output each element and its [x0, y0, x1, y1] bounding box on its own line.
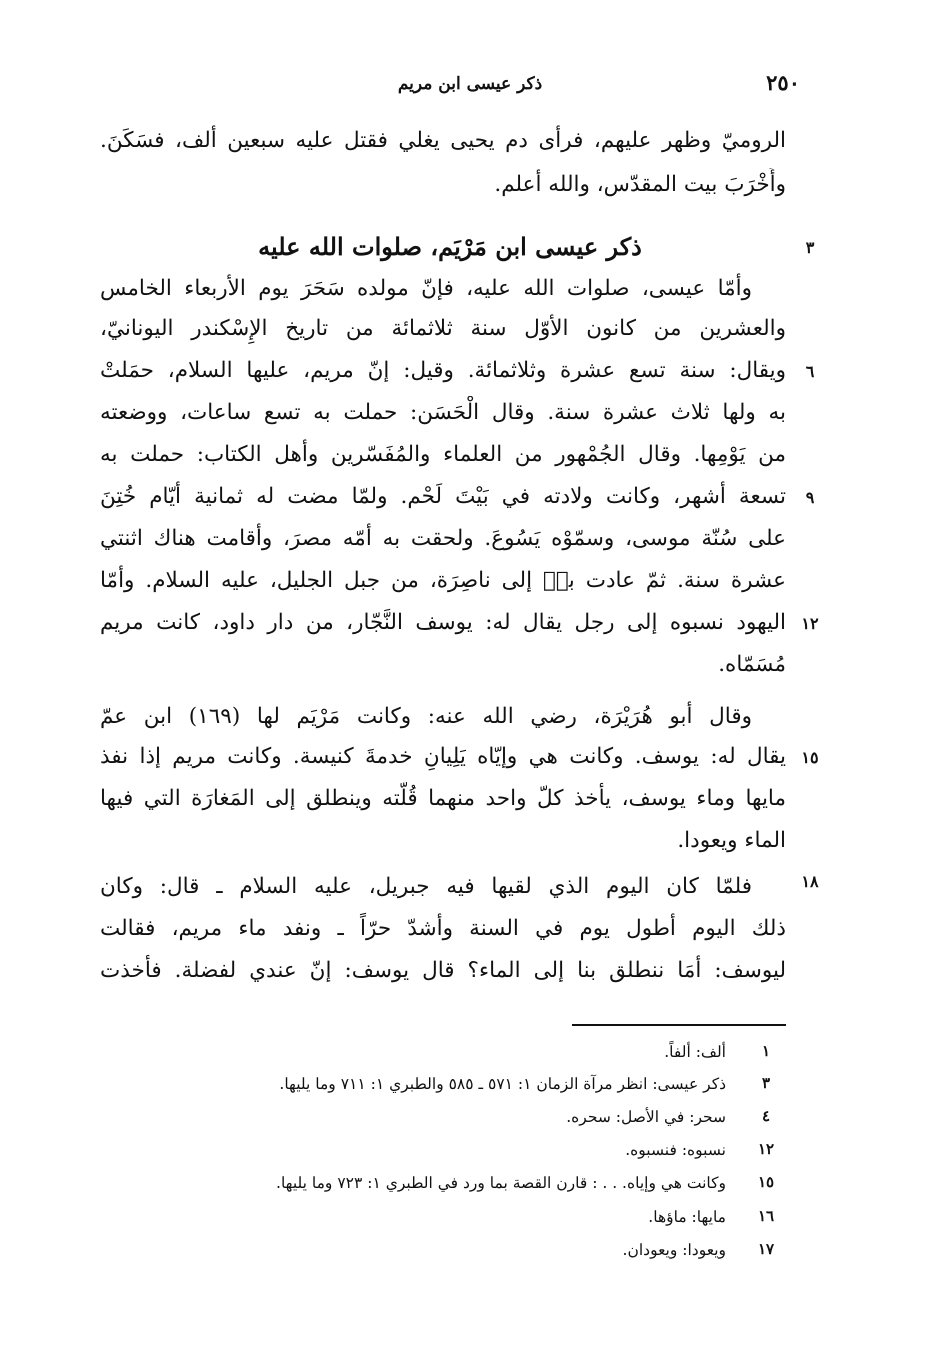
line-number: ١٨: [801, 872, 819, 891]
line-number: ٣: [805, 238, 815, 257]
footnote-ref: ١٧: [757, 1240, 775, 1258]
line-number: ١٢: [801, 614, 819, 633]
footnote-text: ويعودا: ويعودان.: [622, 1241, 726, 1259]
footnote-text: ألف: ألفاً.: [664, 1043, 726, 1061]
running-head: ذكر عيسى ابن مريم: [397, 74, 543, 94]
footnote-ref: ١: [761, 1042, 771, 1060]
footnote-ref: ٣: [761, 1074, 771, 1092]
footnote-ref: ١٦: [757, 1207, 775, 1225]
footnote-rule: [572, 1024, 786, 1026]
body-line: ليوسف: أمَا ننطلق بنا إلى الماء؟ قال يوسف: إنّ عندي لفضلة. فأخذت: [100, 958, 786, 983]
body-line: اليهود نسبوه إلى رجل يقال له: يوسف النَّجّار، من دار داود، كانت مريم: [100, 610, 786, 635]
body-line: الروميّ وظهر عليهم، فرأى دم يحيى يغلي فقتل عليه سبعين ألف، فسَكَنَ.: [100, 128, 786, 153]
body-line: على سُنّة موسى، وسمّوْه يَسُوعَ. ولحقت به أمّه مصرَ، وأقامت هناك اثنتي: [100, 526, 786, 551]
line-number: ١٥: [801, 748, 819, 767]
section-heading: ذكر عيسى ابن مَرْيَم، صلوات الله عليه: [258, 232, 642, 261]
body-line: وقال أبو هُرَيْرَة، رضي الله عنه: وكانت مَرْيَم لها (١٦٩) ابن عمّ: [100, 704, 752, 729]
footnote-ref: ١٥: [757, 1173, 775, 1191]
body-line: وأمّا عيسى، صلوات الله عليه، فإنّ مولده سَحَرَ يوم الأربعاء الخامس: [100, 276, 752, 301]
body-line: والعشرين من كانون الأوّل سنة ثلاثمائة من تاريخ الإِسْكندر اليونانيّ،: [100, 316, 786, 341]
footnote-ref: ١٢: [757, 1140, 775, 1158]
body-line: تسعة أشهر، وكانت ولادته في بَيْتَ لَحْم. ولمّا مضت له ثمانية أيّام خُتِنَ: [100, 484, 786, 509]
footnote-text: ذكر عيسى: انظر مرآة الزمان ١: ٥٧١ ـ ٥٨٥ والطبري ١: ٧١١ وما يليها.: [279, 1075, 726, 1093]
body-line: الماء ويعودا.: [677, 828, 786, 853]
footnote-text: وكانت هي وإياه. . . : قارن القصة بما ورد في الطبري ١: ٧٢٣ وما يليها.: [276, 1174, 726, 1192]
footnote-text: مايها: ماؤها.: [648, 1208, 726, 1226]
body-line: وأَخْرَبَ بيت المقدّس، والله أعلم.: [494, 172, 786, 197]
body-line: ذلك اليوم أطول يوم في السنة وأشدّ حرّاً ـ ونفد ماء مريم، فقالت: [100, 916, 786, 941]
body-line: عشرة سنة. ثمّ عادت بهٖ إلى ناصِرَة، من جبل الجليل، عليه السلام. وأمّا: [100, 568, 786, 593]
body-line: من يَوْمِها. وقال الجُمْهور من العلماء والمُفَسّرين وأهل الكتاب: حملت به: [100, 442, 786, 467]
body-line: مايها وماء يوسف، يأخذ كلّ واحد منهما قُلّته وينطلق إلى المَغارَة التي فيها: [100, 786, 786, 811]
page-number: ٢٥٠: [766, 70, 800, 95]
footnote-text: نسبوه: فنسبوه.: [625, 1141, 726, 1159]
body-line: مُسَمّاه.: [718, 652, 786, 677]
line-number: ٩: [805, 488, 815, 507]
footnote-ref: ٤: [761, 1107, 771, 1125]
body-line: به ولها ثلاث عشرة سنة. وقال الْحَسَن: حملت به تسع ساعات، ووضعته: [100, 400, 786, 425]
body-line: يقال له: يوسف. وكانت هي وإيّاه يَلِيانِ خدمةَ كنيسة. وكانت مريم إذا نفذ: [100, 744, 786, 769]
body-line: فلمّا كان اليوم الذي لقيها فيه جبريل، عليه السلام ـ قال: وكان: [100, 874, 752, 899]
line-number: ٦: [805, 362, 815, 381]
footnote-text: سحر: في الأصل: سحره.: [566, 1108, 726, 1126]
body-line: ويقال: سنة تسع عشرة وثلاثمائة. وقيل: إنّ مريم، عليها السلام، حمَلتْ: [100, 358, 786, 383]
